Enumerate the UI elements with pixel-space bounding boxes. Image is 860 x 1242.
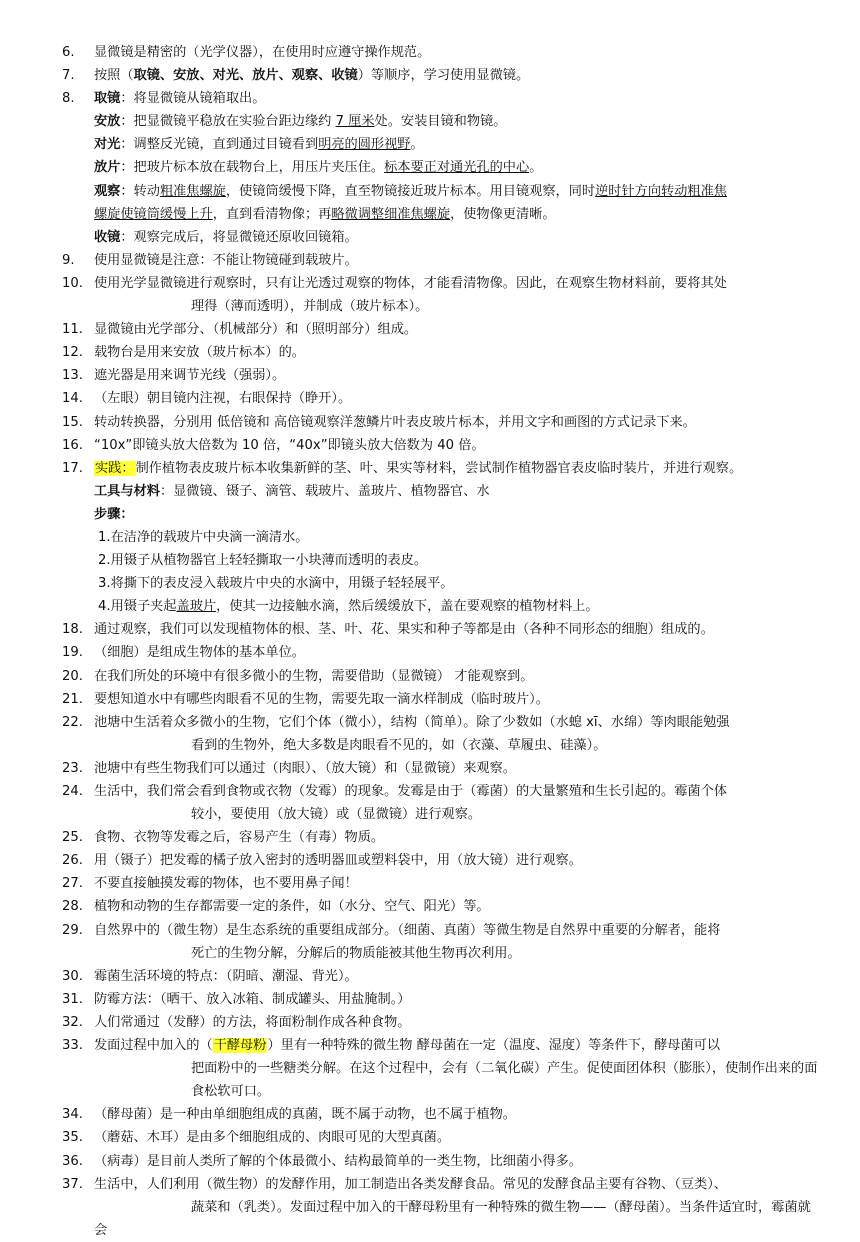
item-number: 30.	[62, 968, 83, 984]
item-text: 用（镊子）把发霉的橘子放入密封的透明器皿或塑料袋中，用（放大镜）进行观察。	[94, 853, 582, 869]
list-item	[0, 849, 860, 872]
list-item	[0, 318, 860, 341]
sub-paragraph: 工具与材料：显微镜、镊子、滴管、载玻片、盖玻片、植物器官、水	[94, 483, 490, 499]
list-item	[0, 757, 860, 780]
item-number: 34.	[62, 1107, 83, 1123]
item-number: 7.	[62, 68, 75, 84]
item-number: 10.	[62, 275, 83, 291]
item-text: （细胞）是组成生物体的基本单位。	[94, 645, 305, 661]
item-number: 35.	[62, 1130, 83, 1146]
list-item	[0, 364, 860, 387]
item-text: 通过观察，我们可以发现植物体的根、茎、叶、花、果实和种子等都是由（各种不同形态的细胞）组成的。	[94, 622, 714, 638]
item-number: 9.	[62, 252, 75, 268]
item-text: 按照（取镜、安放、对光、放片、观察、收镜）等顺序，学习使用显微镜。	[94, 68, 530, 84]
item-number: 15.	[62, 414, 83, 430]
item-text: 不要直接触摸发霉的物体，也不要用鼻子闻！	[94, 876, 358, 892]
step-item: 1.在洁净的载玻片中央滴一滴清水。	[98, 529, 309, 545]
list-item	[0, 988, 860, 1011]
item-number: 37.	[62, 1176, 83, 1192]
sub-paragraph: 螺旋使镜筒缓慢上升，直到看清物像；再略微调整细准焦螺旋，使物像更清晰。	[94, 206, 556, 222]
item-number: 27.	[62, 876, 83, 892]
list-item	[0, 1150, 860, 1173]
item-text: （左眼）朝目镜内注视，右眼保持（睁开）。	[94, 391, 352, 407]
sub-paragraph: 放片：把玻片标本放在载物台上，用压片夹压住。标本要正对通光孔的中心。	[94, 160, 543, 176]
item-number: 18.	[62, 622, 83, 638]
list-item	[0, 665, 860, 688]
list-item	[0, 1126, 860, 1149]
item-number: 13.	[62, 368, 83, 384]
list-item	[0, 434, 860, 457]
item-number: 26.	[62, 853, 83, 869]
item-number: 25.	[62, 830, 83, 846]
list-item	[0, 618, 860, 641]
item-number: 24.	[62, 784, 83, 799]
list-item	[0, 1173, 860, 1242]
list-item	[0, 919, 860, 965]
list-item	[0, 457, 860, 480]
item-number: 11.	[62, 322, 83, 338]
item-text: 遮光器是用来调节光线（强弱）。	[94, 368, 286, 384]
item-number: 19.	[62, 645, 83, 661]
list-item	[0, 1011, 860, 1034]
list-item	[0, 411, 860, 434]
step-item: 3.将撕下的表皮浸入载玻片中央的水滴中，用镊子轻轻展平。	[98, 576, 454, 592]
item-number: 32.	[62, 1014, 83, 1030]
list-item	[0, 1103, 860, 1126]
item-text: 取镜：将显微镜从镜箱取出。	[94, 91, 266, 107]
item-text: 植物和动物的生存都需要一定的条件，如（水分、空气、阳光）等。	[94, 899, 490, 915]
item-number: 36.	[62, 1153, 83, 1169]
item-text: 实践：制作植物表皮玻片标本收集新鲜的茎、叶、果实等材料，尝试制作植物器官表皮临时装片，并进行观察。	[95, 460, 743, 476]
item-text: 使用显微镜是注意：不能让物镜碰到载玻片。	[94, 252, 358, 268]
item-number: 29.	[62, 922, 83, 938]
list-item	[0, 641, 860, 664]
item-number: 17.	[62, 460, 83, 476]
item-text: 发面过程中加入的（干酵母粉）里有一种特殊的微生物 酵母菌在一定（温度、湿度）等条件下，酵母菌可以 把面粉中的一些糖类分解。在这个过程中，会有（二氧化碳）产生。促使面团体积（膨胀），使制作出来的面 食松软可口。	[94, 1038, 818, 1100]
list-item	[0, 249, 860, 272]
item-text: （蘑菇、木耳）是由多个细胞组成的、肉眼可见的大型真菌。	[94, 1130, 451, 1146]
item-number: 21.	[62, 691, 83, 707]
sub-paragraph: 安放：把显微镜平稳放在实验台距边缘约 7 厘米处。安装目镜和物镜。	[94, 114, 507, 130]
step-item: 2.用镊子从植物器官上轻轻撕取一小块薄而透明的表皮。	[98, 553, 428, 569]
item-text: 显微镜是精密的（光学仪器），在使用时应遵守操作规范。	[94, 45, 431, 60]
item-text: 人们常通过（发酵）的方法，将面粉制作成各种食物。	[94, 1014, 411, 1030]
item-number: 8.	[62, 91, 75, 107]
item-number: 20.	[62, 668, 83, 684]
item-number: 16.	[62, 437, 83, 453]
item-text: 生活中，人们利用（微生物）的发酵作用，加工制造出各类发酵食品。常见的发酵食品主要有谷物、（豆类）、 蔬菜和（乳类）。发面过程中加入的干酵母粉里有一种特殊的微生物——（酵母菌）。当条件适宜时，霉菌就会	[94, 1176, 811, 1238]
item-text: 生活中，我们常会看到食物或衣物（发霉）的现象。发霉是由于（霉菌）的大量繁殖和生长引起的。霉菌个体 较小，要使用（放大镜）或（显微镜）进行观察。	[94, 784, 727, 823]
item-text: 自然界中的（微生物）是生态系统的重要组成部分。（细菌、真菌）等微生物是自然界中重要的分解者，能将 死亡的生物分解，分解后的物质能被其他生物再次利用。	[94, 922, 721, 961]
item-text: “10x”即镜头放大倍数为 10 倍，“40x”即镜头放大倍数为 40 倍。	[94, 437, 485, 453]
item-number: 28.	[62, 899, 83, 915]
item-number: 23.	[62, 760, 83, 776]
list-item	[0, 965, 860, 988]
item-number: 6.	[62, 45, 75, 60]
list-item	[0, 872, 860, 895]
list-item	[0, 64, 860, 87]
item-text: 池塘中有些生物我们可以通过（肉眼）、（放大镜）和（显微镜）来观察。	[94, 760, 516, 776]
item-number: 22.	[62, 714, 83, 730]
sub-paragraph: 步骤：	[94, 506, 134, 522]
list-item	[0, 387, 860, 410]
list-item	[0, 341, 860, 364]
list-item	[0, 895, 860, 918]
list-item	[0, 1034, 860, 1103]
list-item	[0, 87, 860, 110]
item-text: 防霉方法：（晒干、放入冰箱、制成罐头、用盐腌制。）	[94, 991, 411, 1007]
item-text: 霉菌生活环境的特点：（阴暗、潮湿、背光）。	[94, 968, 358, 984]
item-text: 池塘中生活着众多微小的生物，它们个体（微小），结构（简单）。除了少数如（水螅 xī、水绵）等肉眼能勉强 看到的生物外，绝大多数是肉眼看不见的，如（衣藻、草履虫、硅藻）。	[94, 714, 730, 753]
item-number: 14.	[62, 391, 83, 407]
list-item	[0, 711, 860, 757]
item-number: 33.	[62, 1038, 83, 1054]
item-text: 食物、衣物等发霉之后，容易产生（有毒）物质。	[94, 830, 385, 846]
list-item	[0, 826, 860, 849]
item-number: 31.	[62, 991, 83, 1007]
step-item: 4.用镊子夹起盖玻片，使其一边接触水滴，然后缓缓放下，盖在要观察的植物材料上。	[98, 599, 599, 615]
list-item	[0, 780, 860, 826]
item-text: （病毒）是目前人类所了解的个体最微小、结构最简单的一类生物，比细菌小得多。	[94, 1153, 582, 1169]
item-text: （酵母菌）是一种由单细胞组成的真菌，既不属于动物，也不属于植物。	[94, 1107, 516, 1123]
item-text: 载物台是用来安放（玻片标本）的。	[94, 345, 305, 361]
list-item	[0, 272, 860, 318]
sub-paragraph: 收镜：观察完成后，将显微镜还原收回镜箱。	[94, 229, 358, 245]
item-text: 转动转换器，分别用 低倍镜和 高倍镜观察洋葱鳞片叶表皮玻片标本，并用文字和画图的方式记录下来。	[94, 414, 696, 430]
sub-paragraph: 观察：转动粗准焦螺旋，使镜筒缓慢下降，直至物镜接近玻片标本。用目镜观察，同时逆时针方向转动粗准焦	[94, 183, 727, 199]
item-text: 显微镜由光学部分、（机械部分）和（照明部分）组成。	[94, 322, 418, 338]
list-item	[0, 688, 860, 711]
item-number: 12.	[62, 345, 83, 361]
sub-paragraph: 对光：调整反光镜，直到通过目镜看到明亮的圆形视野。	[94, 137, 424, 153]
item-text: 要想知道水中有哪些肉眼看不见的生物，需要先取一滴水样制成（临时玻片）。	[94, 691, 549, 707]
item-text: 使用光学显微镜进行观察时，只有让光透过观察的物体，才能看清物像。因此，在观察生物材料前，要将其处 理得（薄而透明），并制成（玻片标本）。	[94, 275, 727, 315]
list-item	[0, 41, 860, 64]
item-text: 在我们所处的环境中有很多微小的生物，需要借助（显微镜） 才能观察到。	[94, 668, 534, 684]
